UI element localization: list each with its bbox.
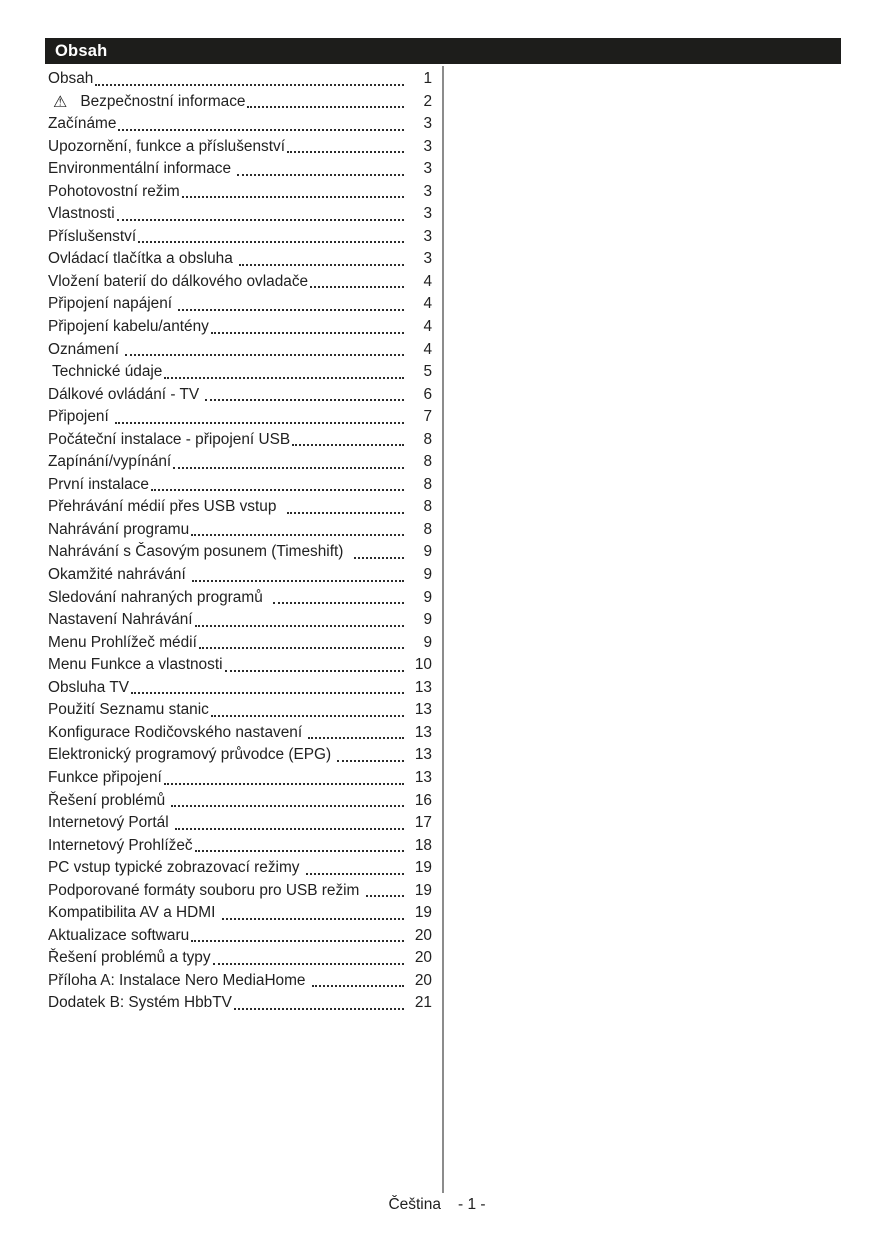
toc-entry [48, 406, 432, 429]
toc-entry-title: Internetový Portál [48, 814, 173, 832]
toc-dot-leader [173, 467, 404, 469]
toc-entry [48, 181, 432, 204]
toc-entry [48, 339, 432, 362]
toc-entry-title: Elektronický programový průvodce (EPG) [48, 746, 336, 764]
toc-entry [48, 203, 432, 226]
toc-dot-leader [175, 828, 404, 830]
toc-entry-page: 13 [414, 678, 432, 696]
toc-dot-leader [287, 512, 404, 514]
toc-entry-title: Dálkové ovládání - TV [48, 385, 204, 403]
toc-dot-leader [115, 422, 404, 424]
toc-entry-title: Připojení [48, 408, 114, 426]
toc-entry-page: 9 [423, 566, 432, 584]
toc-entry-page: 9 [423, 543, 432, 561]
toc-entry-page: 4 [423, 295, 432, 313]
toc-entry [48, 68, 432, 91]
toc-entry-title: Vložení baterií do dálkového ovladače [48, 272, 309, 290]
toc-dot-leader [211, 715, 404, 717]
toc-dot-leader [195, 625, 404, 627]
footer-page-number: - 1 - [458, 1196, 486, 1213]
toc-dot-leader [337, 760, 404, 762]
toc-entry-page: 16 [414, 791, 432, 809]
toc-entry-page: 20 [414, 949, 432, 967]
toc-entry [48, 677, 432, 700]
toc-entry-page: 3 [423, 182, 432, 200]
toc-entry [48, 496, 432, 519]
toc-dot-leader [354, 557, 404, 559]
toc-dot-leader [164, 377, 404, 379]
toc-entry-title: Vlastnosti [48, 205, 115, 223]
toc-entry-page: 8 [423, 498, 432, 516]
footer-language: Čeština [388, 1196, 441, 1213]
toc-entry-title: Použití Seznamu stanic [48, 701, 209, 719]
toc-entry-title: Obsluha TV [48, 678, 129, 696]
toc-entry [48, 744, 432, 767]
toc-entry-page: 3 [423, 115, 432, 133]
toc-dot-leader [306, 873, 404, 875]
toc-entry-page: 8 [423, 475, 432, 493]
toc-entry [48, 992, 432, 1015]
toc-entry-page: 21 [414, 994, 432, 1012]
toc-entry [48, 880, 432, 903]
toc-entry [48, 970, 432, 993]
toc-entry [48, 857, 432, 880]
toc-entry [48, 541, 432, 564]
toc-dot-leader [211, 332, 404, 334]
toc-entry-page: 19 [414, 859, 432, 877]
toc-entry-page: 19 [414, 904, 432, 922]
toc-entry [48, 654, 432, 677]
page-footer [0, 1196, 874, 1214]
toc-entry-title: Funkce připojení [48, 768, 162, 786]
toc-dot-leader [308, 737, 404, 739]
toc-entry-page: 7 [423, 408, 432, 426]
toc-entry-title: Přehrávání médií přes USB vstup [48, 498, 285, 516]
toc-entry [48, 248, 432, 271]
toc-entry-title: Začínáme [48, 115, 117, 133]
toc-entry-page: 17 [414, 814, 432, 832]
toc-entry-title: Řešení problémů [48, 791, 170, 809]
toc-entry-title: Oznámení [48, 340, 124, 358]
toc-entry-title: Počáteční instalace - připojení USB [48, 430, 291, 448]
toc-entry-title: Pohotovostní režim [48, 182, 180, 200]
toc-entry [48, 136, 432, 159]
toc-dot-leader [117, 219, 404, 221]
toc-dot-leader [222, 918, 404, 920]
toc-entry-title: Řešení problémů a typy [48, 949, 211, 967]
toc-dot-leader [292, 444, 404, 446]
toc-entry-page: 13 [414, 723, 432, 741]
toc-entry-page: 8 [423, 520, 432, 538]
toc-entry [48, 293, 432, 316]
toc-dot-leader [213, 963, 404, 965]
toc-dot-leader [273, 602, 404, 604]
toc-entry [48, 451, 432, 474]
toc-dot-leader [191, 940, 404, 942]
toc-dot-leader [247, 106, 404, 108]
toc-entry [48, 316, 432, 339]
toc-entry-title: Upozornění, funkce a příslušenství [48, 137, 285, 155]
toc-entry [48, 902, 432, 925]
toc-entry-title: Dodatek B: Systém HbbTV [48, 994, 232, 1012]
column-divider [442, 66, 444, 1193]
toc-entry-page: 20 [414, 971, 432, 989]
toc-entry [48, 564, 432, 587]
toc-entry-page: 6 [423, 385, 432, 403]
toc-entry-title: Příloha A: Instalace Nero MediaHome [48, 971, 310, 989]
toc-dot-leader [287, 151, 404, 153]
toc-entry-page: 4 [423, 340, 432, 358]
toc-entry [48, 947, 432, 970]
toc-dot-leader [151, 489, 404, 491]
toc-entry-page: 8 [423, 453, 432, 471]
toc-entry-page: 1 [423, 70, 432, 87]
toc-entry [48, 835, 432, 858]
toc-entry [48, 722, 432, 745]
toc-dot-leader [191, 534, 404, 536]
toc-entry [48, 113, 432, 136]
toc-entry-title: Menu Funkce a vlastnosti [48, 656, 223, 674]
toc-entry-title: Připojení napájení [48, 295, 177, 313]
toc-entry-page: 19 [414, 881, 432, 899]
toc-entry-title: Internetový Prohlížeč [48, 836, 193, 854]
toc-dot-leader [164, 783, 404, 785]
toc-entry-page: 3 [423, 137, 432, 155]
toc-entry [48, 474, 432, 497]
toc-entry-page: 3 [423, 205, 432, 223]
toc-entry-page: 10 [414, 656, 432, 674]
toc-entry-title: PC vstup typické zobrazovací režimy [48, 859, 304, 877]
toc-dot-leader [125, 354, 404, 356]
toc-entry [48, 812, 432, 835]
toc-entry-title: Nahrávání programu [48, 520, 190, 538]
toc-entry-title: Podporované formáty souboru pro USB režim [48, 881, 364, 899]
toc-list [48, 68, 432, 1015]
toc-dot-leader [171, 805, 404, 807]
toc-entry-page: 8 [423, 430, 432, 448]
toc-entry [48, 226, 432, 249]
toc-entry-title: Ovládací tlačítka a obsluha [48, 250, 238, 268]
toc-entry [48, 790, 432, 813]
toc-entry [48, 361, 432, 384]
toc-entry-page: 4 [423, 272, 432, 290]
toc-entry-title: Nahrávání s Časovým posunem (Timeshift) [48, 543, 352, 561]
toc-entry [48, 429, 432, 452]
toc-entry-page: 4 [423, 318, 432, 336]
toc-dot-leader [312, 985, 404, 987]
toc-dot-leader [366, 895, 404, 897]
toc-entry-page: 9 [423, 611, 432, 629]
toc-entry-title: Environmentální informace [48, 160, 236, 178]
toc-entry-page: 13 [414, 768, 432, 786]
toc-entry-title: Sledování nahraných programů [48, 588, 272, 606]
toc-entry [48, 91, 432, 114]
toc-entry [48, 587, 432, 610]
toc-entry-title: Nastavení Nahrávání [48, 611, 193, 629]
toc-entry [48, 925, 432, 948]
toc-dot-leader [237, 174, 404, 176]
toc-dot-leader [199, 647, 404, 649]
toc-entry-title: Zapínání/vypínání [48, 453, 172, 471]
toc-entry-page: 3 [423, 227, 432, 245]
toc-dot-leader [178, 309, 404, 311]
toc-entry [48, 767, 432, 790]
toc-entry [48, 609, 432, 632]
warning-icon: ⚠ [53, 91, 68, 111]
toc-dot-leader [192, 580, 404, 582]
toc-entry-title: Bezpečnostní informace [80, 92, 246, 110]
toc-dot-leader [182, 196, 404, 198]
toc-entry-page: 13 [414, 701, 432, 719]
toc-entry-title: Konfigurace Rodičovského nastavení [48, 723, 307, 741]
toc-entry-title: Technické údaje [48, 363, 163, 381]
toc-dot-leader [205, 399, 404, 401]
toc-entry-page: 2 [423, 92, 432, 110]
toc-dot-leader [310, 286, 404, 288]
toc-entry [48, 519, 432, 542]
toc-entry-title: První instalace [48, 475, 149, 493]
toc-entry-title: Připojení kabelu/antény [48, 318, 209, 336]
toc-entry-page: 18 [414, 836, 432, 854]
toc-entry-title: Aktualizace softwaru [48, 926, 190, 944]
toc-entry [48, 271, 432, 294]
toc-entry-page: 3 [423, 160, 432, 178]
toc-dot-leader [118, 129, 404, 131]
toc-dot-leader [95, 84, 404, 86]
section-header [45, 38, 841, 64]
toc-dot-leader [195, 850, 404, 852]
toc-entry-title: Kompatibilita AV a HDMI [48, 904, 220, 922]
toc-entry-title: Okamžité nahrávání [48, 566, 191, 584]
toc-entry [48, 384, 432, 407]
toc-entry [48, 632, 432, 655]
toc-entry-page: 3 [423, 250, 432, 268]
toc-entry-page: 9 [423, 633, 432, 651]
toc-dot-leader [225, 670, 404, 672]
toc-entry-page: 13 [414, 746, 432, 764]
toc-entry-page: 9 [423, 588, 432, 606]
toc-entry [48, 158, 432, 181]
toc-entry [48, 699, 432, 722]
toc-entry-title: Obsah [48, 70, 94, 87]
toc-entry-page: 5 [423, 363, 432, 381]
toc-entry-title: Menu Prohlížeč médií [48, 633, 197, 651]
toc-dot-leader [234, 1008, 404, 1010]
toc-dot-leader [131, 692, 404, 694]
toc-dot-leader [138, 241, 404, 243]
section-title: Obsah [55, 41, 108, 60]
toc-dot-leader [239, 264, 404, 266]
toc-entry-title: Příslušenství [48, 227, 137, 245]
toc-entry-page: 20 [414, 926, 432, 944]
